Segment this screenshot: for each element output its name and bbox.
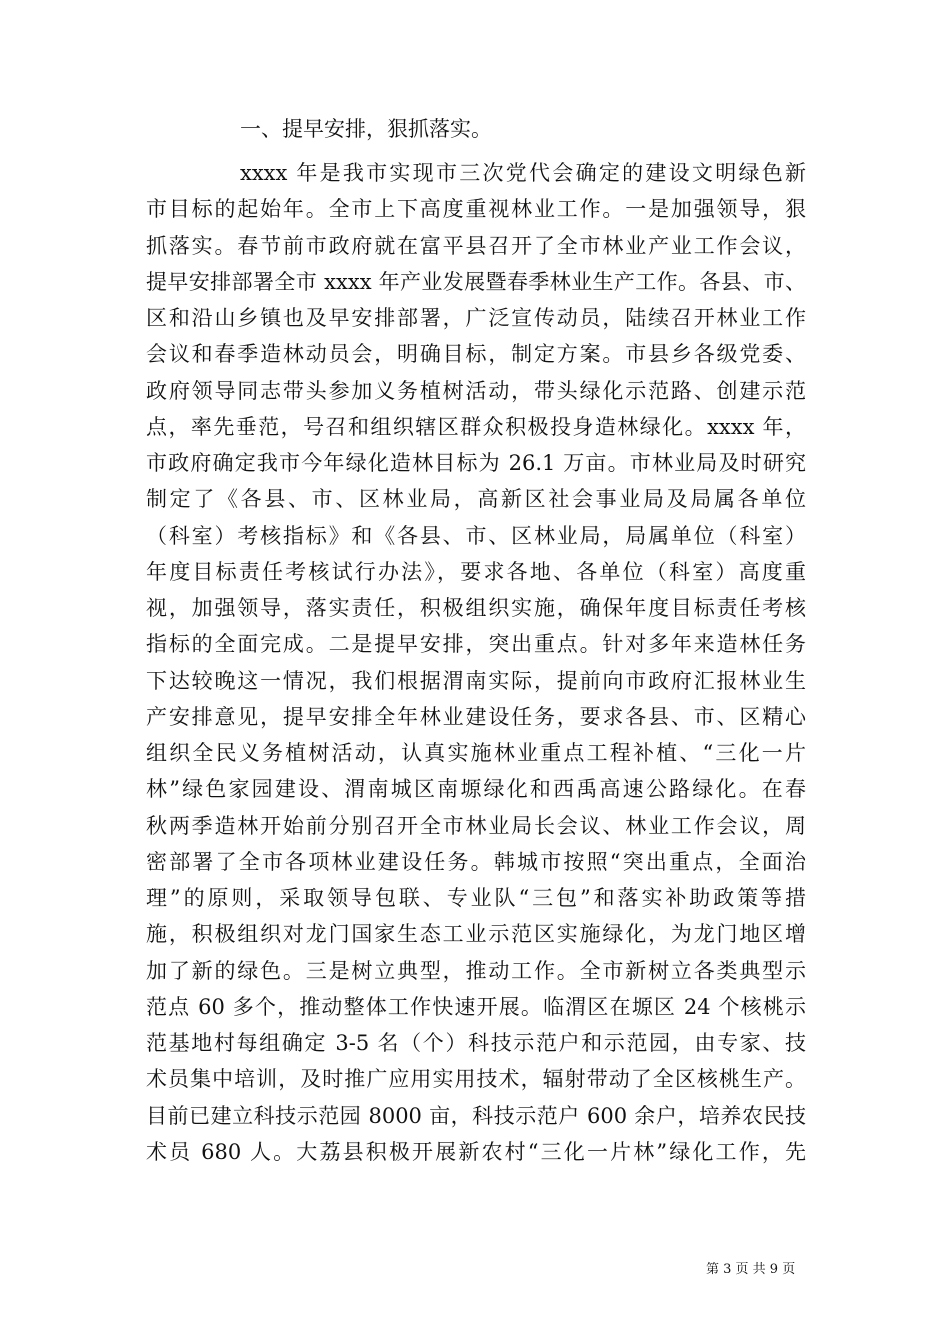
body-line: （科室）考核指标》和《各县、市、区林业局，局属单位（科室） bbox=[146, 523, 806, 548]
page-footer: 第 3 页 共 9 页 bbox=[706, 1262, 796, 1277]
body-line: 视，加强领导，落实责任，积极组织实施，确保年度目标责任考核 bbox=[146, 596, 806, 620]
body-line: 提早安排部署全市 xxxx 年产业发展暨春季林业生产工作。各县、市、 bbox=[146, 269, 806, 294]
body-line: 指标的全面完成。二是提早安排，突出重点。针对多年来造林任务 bbox=[146, 632, 806, 657]
body-line: 目前已建立科技示范园 8000 亩，科技示范户 600 余户，培养农民技 bbox=[146, 1103, 806, 1128]
body-line: 密部署了全市各项林业建设任务。韩城市按照“突出重点，全面治 bbox=[146, 849, 806, 874]
body-line: 政府领导同志带头参加义务植树活动，带头绿化示范路、创建示范 bbox=[146, 378, 806, 403]
body-line: 制定了《各县、市、区林业局，高新区社会事业局及局属各单位 bbox=[146, 487, 806, 512]
body-line: 市政府确定我市今年绿化造林目标为 26.1 万亩。市林业局及时研究 bbox=[146, 451, 806, 475]
body-line: 理”的原则，采取领导包联、专业队“三包”和落实补助政策等措 bbox=[146, 886, 806, 910]
body-line: 范点 60 多个，推动整体工作快速开展。临渭区在塬区 24 个核桃示 bbox=[146, 994, 806, 1019]
body-line: 林”绿色家园建设、渭南城区南塬绿化和西禹高速公路绿化。在春 bbox=[146, 777, 806, 802]
body-line: 抓落实。春节前市政府就在富平县召开了全市林业产业工作会议， bbox=[146, 233, 806, 258]
body-line: xxxx 年是我市实现市三次党代会确定的建设文明绿色新 bbox=[240, 161, 806, 185]
body-line: 下达较晚这一情况，我们根据渭南实际，提前向市政府汇报林业生 bbox=[146, 668, 806, 693]
body-line: 市目标的起始年。全市上下高度重视林业工作。一是加强领导，狠 bbox=[146, 197, 806, 222]
body-line: 区和沿山乡镇也及早安排部署，广泛宣传动员，陆续召开林业工作 bbox=[146, 306, 806, 330]
body-line: 术员 680 人。大荔县积极开展新农村“三化一片林”绿化工作，先 bbox=[146, 1139, 806, 1164]
body-line: 术员集中培训，及时推广应用实用技术，辐射带动了全区核桃生产。 bbox=[146, 1067, 806, 1092]
body-line: 年度目标责任考核试行办法》，要求各地、各单位（科室）高度重 bbox=[146, 559, 806, 584]
body-line: 加了新的绿色。三是树立典型，推动工作。全市新树立各类典型示 bbox=[146, 958, 806, 983]
body-line: 产安排意见，提早安排全年林业建设任务，要求各县、市、区精心 bbox=[146, 704, 806, 729]
body-line: 组织全民义务植树活动，认真实施林业重点工程补植、“三化一片 bbox=[146, 741, 806, 765]
body-line: 会议和春季造林动员会，明确目标，制定方案。市县乡各级党委、 bbox=[146, 342, 806, 367]
body-line: 秋两季造林开始前分别召开全市林业局长会议、林业工作会议，周 bbox=[146, 813, 806, 838]
body-line: 施，积极组织对龙门国家生态工业示范区实施绿化，为龙门地区增 bbox=[146, 922, 806, 947]
body-line: 范基地村每组确定 3-5 名（个）科技示范户和示范园，由专家、技 bbox=[146, 1031, 806, 1055]
body-line: 点，率先垂范，号召和组织辖区群众积极投身造林绿化。xxxx 年， bbox=[146, 414, 806, 439]
section-heading: 一、提早安排，狠抓落实。 bbox=[240, 117, 492, 141]
